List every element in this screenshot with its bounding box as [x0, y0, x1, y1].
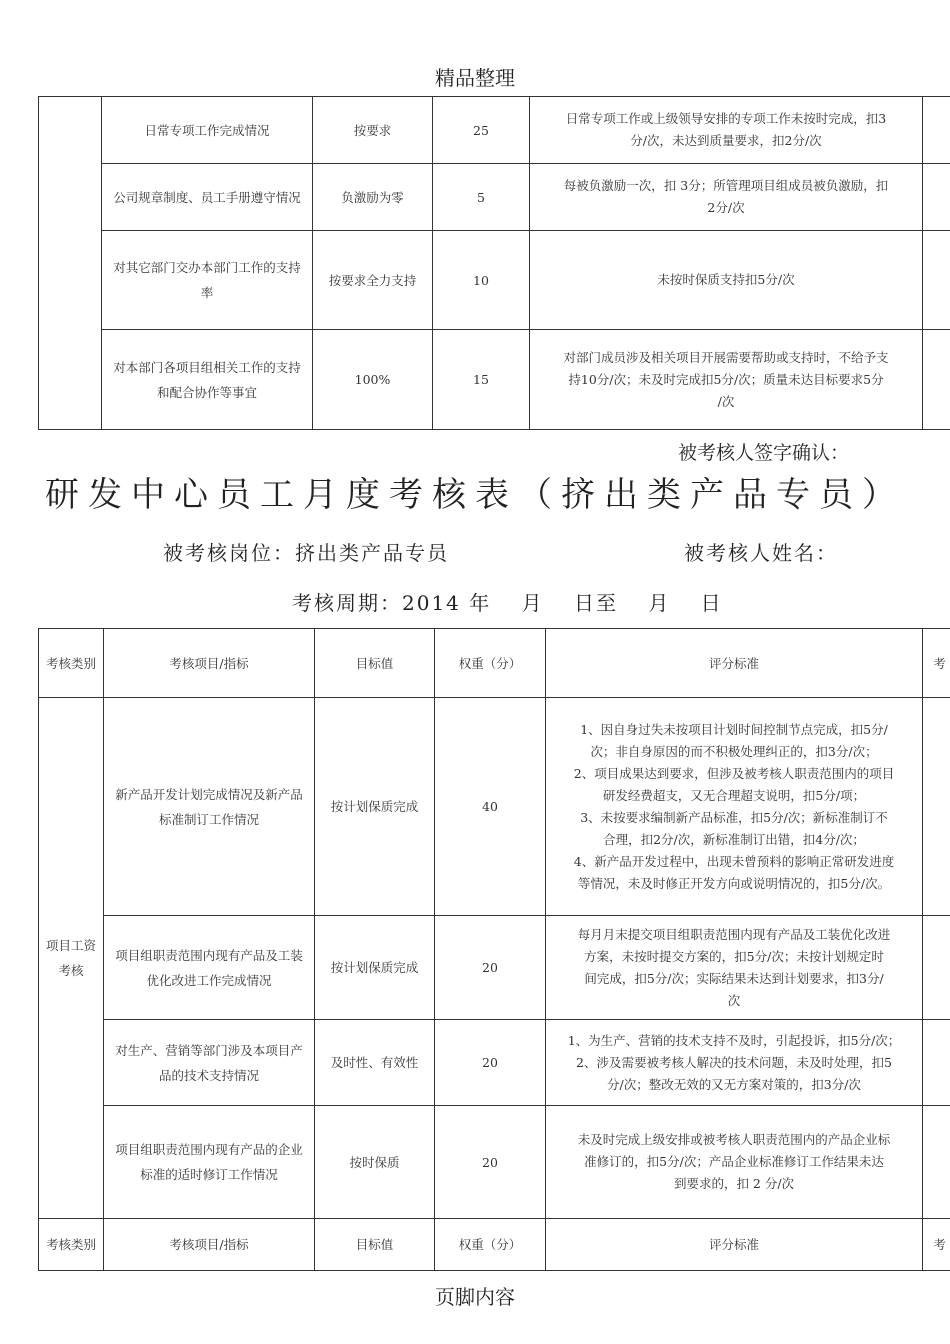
- weight-cell: 40: [435, 698, 546, 916]
- weight-cell: 20: [435, 916, 546, 1020]
- item-cell: 公司规章制度、员工手册遵守情况: [102, 164, 313, 231]
- criteria-line: 2分/次: [707, 200, 745, 215]
- criteria-line: 未及时完成上级安排或被考核人职责范围内的产品企业标: [577, 1132, 891, 1147]
- score-cell: [923, 698, 950, 916]
- criteria-line: 分/次；整改无效的又无方案对策的，扣3分/次: [607, 1076, 861, 1092]
- header-target: 目标值: [315, 629, 435, 698]
- target-cell: 按要求全力支持: [313, 231, 433, 330]
- criteria-cell: [546, 1106, 923, 1219]
- weight-cell: 25: [433, 97, 530, 164]
- criteria-line: 次: [727, 992, 741, 1008]
- target-cell: 100%: [313, 330, 433, 430]
- header-item: 考核项目/指标: [104, 1219, 315, 1271]
- criteria-line: 到要求的，扣 2 分/次: [673, 1176, 795, 1191]
- criteria-line: 准修订的，扣5分/次；产品企业标准修订工作结果未达: [584, 1154, 884, 1169]
- form-title: 研发中心员工月度考核表（挤出类产品专员）: [45, 475, 905, 515]
- header-item: 考核项目/指标: [104, 629, 315, 698]
- criteria-line: 等情况，未及时修正开发方向或说明情况的，扣5分/次。: [577, 875, 891, 891]
- criteria-cell: [530, 164, 923, 231]
- criteria-line: 分/次，未达到质量要求，扣2分/次: [630, 133, 822, 148]
- target-cell: 按要求: [313, 97, 433, 164]
- score-cell: [923, 164, 950, 231]
- item-cell: 项目组职责范围内现有产品的企业标准的适时修订工作情况: [104, 1106, 315, 1219]
- target-cell: 负激励为零: [313, 164, 433, 231]
- header-category: 考核类别: [39, 629, 104, 698]
- criteria-line: 合理，扣2分/次，新标准制订出错，扣4分/次；: [603, 831, 865, 847]
- score-cell: [923, 330, 950, 430]
- criteria-line: 未按时保质支持扣5分/次: [657, 272, 795, 287]
- header-target: 目标值: [315, 1219, 435, 1271]
- criteria-line: 1、为生产、营销的技术支持不及时，引起投诉，扣5分/次；: [567, 1032, 901, 1048]
- criteria-line: 3、未按要求编制新产品标准，扣5分/次；新标准制订不: [580, 809, 888, 825]
- item-cell: 对其它部门交办本部门工作的支持率: [102, 231, 313, 330]
- header-weight: 权重（分）: [435, 1219, 546, 1271]
- criteria-line: 2、涉及需要被考核人解决的技术问题，未及时处理，扣5: [576, 1054, 892, 1070]
- criteria-line: 4、新产品开发过程中，出现未曾预料的影响正常研发进度: [573, 853, 895, 869]
- signature-label: 被考核人签字确认：: [678, 442, 850, 464]
- item-cell: 对本部门各项目组相关工作的支持和配合协作等事宜: [102, 330, 313, 430]
- score-cell: [923, 231, 950, 330]
- header-extra: 考: [923, 1219, 950, 1271]
- weight-cell: 20: [435, 1106, 546, 1219]
- table-row: [39, 97, 950, 164]
- main-assessment-table: [38, 628, 950, 1271]
- table-header-row: [39, 629, 950, 698]
- score-cell: [923, 1020, 950, 1106]
- weight-cell: 15: [433, 330, 530, 430]
- page-footer: 页脚内容: [435, 1285, 515, 1309]
- table-row: [39, 330, 950, 430]
- target-cell: 及时性、有效性: [315, 1020, 435, 1106]
- table-row: [39, 1106, 950, 1219]
- score-cell: [923, 97, 950, 164]
- item-cell: 对生产、营销等部门涉及本项目产品的技术支持情况: [104, 1020, 315, 1106]
- period-label: 考核周期：2014 年 月 日至 月 日: [292, 591, 723, 615]
- weight-cell: 20: [435, 1020, 546, 1106]
- criteria-line: 每月月末提交项目组职责范围内现有产品及工装优化改进: [577, 926, 891, 942]
- target-cell: 按时保质: [315, 1106, 435, 1219]
- criteria-cell: [546, 1020, 923, 1106]
- item-cell: 新产品开发计划完成情况及新产品标准制订工作情况: [104, 698, 315, 916]
- position-label: 被考核岗位：挤出类产品专员: [163, 541, 449, 565]
- item-cell: 项目组职责范围内现有产品及工装优化改进工作完成情况: [104, 916, 315, 1020]
- item-cell: 日常专项工作完成情况: [102, 97, 313, 164]
- criteria-line: 对部门成员涉及相关项目开展需要帮助或支持时，不给予支: [563, 349, 889, 365]
- table-row: [39, 916, 950, 1020]
- criteria-cell: [546, 698, 923, 916]
- criteria-line: 日常专项工作或上级领导安排的专项工作未按时完成，扣3: [565, 111, 887, 126]
- criteria-line: 间完成，扣5分/次；实际结果未达到计划要求，扣3分/: [584, 970, 884, 986]
- top-assessment-table: [38, 96, 950, 430]
- table-row: [39, 164, 950, 231]
- table-header-row: [39, 1219, 950, 1271]
- criteria-line: 持10分/次；未及时完成扣5分/次；质量未达目标要求5分: [568, 371, 884, 387]
- header-weight: 权重（分）: [435, 629, 546, 698]
- header-criteria: 评分标准: [546, 1219, 923, 1271]
- criteria-line: 次；非自身原因的而不积极处理纠正的，扣3分/次；: [590, 743, 878, 759]
- criteria-cell: [546, 916, 923, 1020]
- category-cell: [39, 97, 102, 430]
- target-cell: 按计划保质完成: [315, 916, 435, 1020]
- weight-cell: 5: [433, 164, 530, 231]
- criteria-cell: [530, 97, 923, 164]
- score-cell: [923, 916, 950, 1020]
- header-criteria: 评分标准: [546, 629, 923, 698]
- criteria-line: 2、项目成果达到要求，但涉及被考核人职责范围内的项目: [573, 765, 895, 781]
- criteria-line: 方案，未按时提交方案的，扣5分/次；未按计划规定时: [584, 948, 884, 964]
- criteria-line: 1、因自身过失未按项目计划时间控制节点完成，扣5分/: [580, 721, 888, 737]
- header-category: 考核类别: [39, 1219, 104, 1271]
- name-label: 被考核人姓名：: [684, 541, 838, 565]
- target-cell: 按计划保质完成: [315, 698, 435, 916]
- criteria-cell: [530, 330, 923, 430]
- table-row: [39, 1020, 950, 1106]
- table-row: [39, 698, 950, 916]
- criteria-line: 研发经费超支，又无合理超支说明，扣5分/项；: [602, 787, 866, 803]
- criteria-cell: [530, 231, 923, 330]
- table-row: [39, 231, 950, 330]
- header-extra: 考: [923, 629, 950, 698]
- weight-cell: 10: [433, 231, 530, 330]
- criteria-line: 每被负激励一次，扣 3分；所管理项目组成员被负激励，扣: [563, 178, 889, 193]
- criteria-line: /次: [717, 393, 735, 409]
- score-cell: [923, 1106, 950, 1219]
- page-header: 精品整理: [435, 66, 515, 90]
- category-cell: 项目工资考核: [39, 698, 104, 1219]
